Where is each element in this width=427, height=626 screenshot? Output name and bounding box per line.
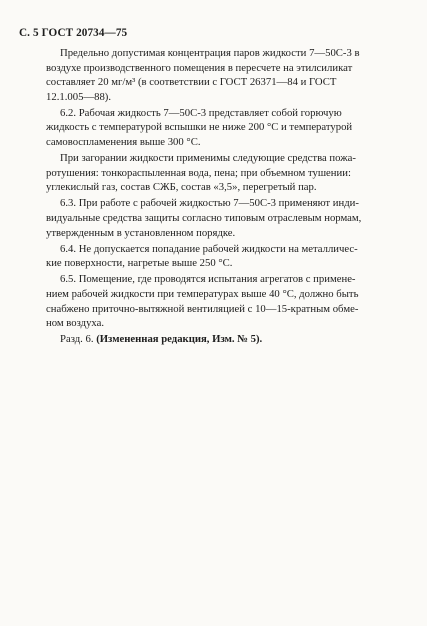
text-line: жидкость с температурой вспышки не ниже 200 °С и температурой — [46, 121, 353, 134]
paragraph-6-3 — [46, 196, 402, 240]
text-line: самовоспламенения выше 300 °С. — [46, 136, 201, 149]
amendment-prefix: Разд. 6. — [60, 333, 97, 346]
text-line: 6.3. При работе с рабочей жидкостью 7—50С-3 применяют инди- — [60, 197, 359, 210]
text-line: 6.2. Рабочая жидкость 7—50С-3 представляет собой горючую — [60, 106, 342, 119]
text-line: воздухе производственного помещения в пересчете на этилсиликат — [46, 61, 353, 74]
paragraph-6-5 — [46, 272, 402, 330]
text-line: снабжено приточно-вытяжной вентиляцией с 10—15-кратным обме- — [46, 302, 359, 315]
text-line: 6.4. Не допускается попадание рабочей жидкости на металличес- — [60, 242, 358, 255]
text-line: ном воздуха. — [46, 317, 105, 330]
text-line: составляет 20 мг/м³ (в соответствии с ГОСТ 26371—84 и ГОСТ — [46, 76, 337, 89]
text-line: утвержденным в установленном порядке. — [46, 226, 236, 239]
text-line: нием рабочей жидкости при температурах выше 40 °С, должно быть — [46, 288, 359, 300]
text-line: 12.1.005—88). — [46, 90, 112, 103]
text-line: 6.5. Помещение, где проводятся испытания агрегатов с примене- — [60, 273, 356, 286]
text-line: углекислый газ, состав СЖБ, состав «3,5», перегретый пар. — [46, 181, 317, 194]
paragraph-amendment-note — [46, 332, 402, 347]
paragraph-fire-extinguishing — [46, 151, 402, 195]
text-line: При загорании жидкости применимы следующие средства пожа- — [60, 152, 356, 165]
amendment-note: (Измененная редакция, Изм. № 5). — [96, 333, 263, 346]
paragraph-6-4 — [46, 242, 402, 271]
document-body — [46, 46, 402, 348]
text-line: видуальные средства защиты согласно типовым отраслевым нормам, — [46, 212, 362, 225]
text-line: кие поверхности, нагретые выше 250 °С. — [46, 257, 233, 270]
text-line: ротушения: тонкораспыленная вода, пена; при объемном тушении: — [46, 166, 351, 179]
text-line: Предельно допустимая концентрация паров жидкости 7—50С-3 в — [60, 47, 360, 59]
paragraph-6-2 — [46, 106, 402, 150]
page-header: С. 5 ГОСТ 20734—75 — [19, 27, 128, 39]
paragraph-concentration — [46, 46, 402, 104]
